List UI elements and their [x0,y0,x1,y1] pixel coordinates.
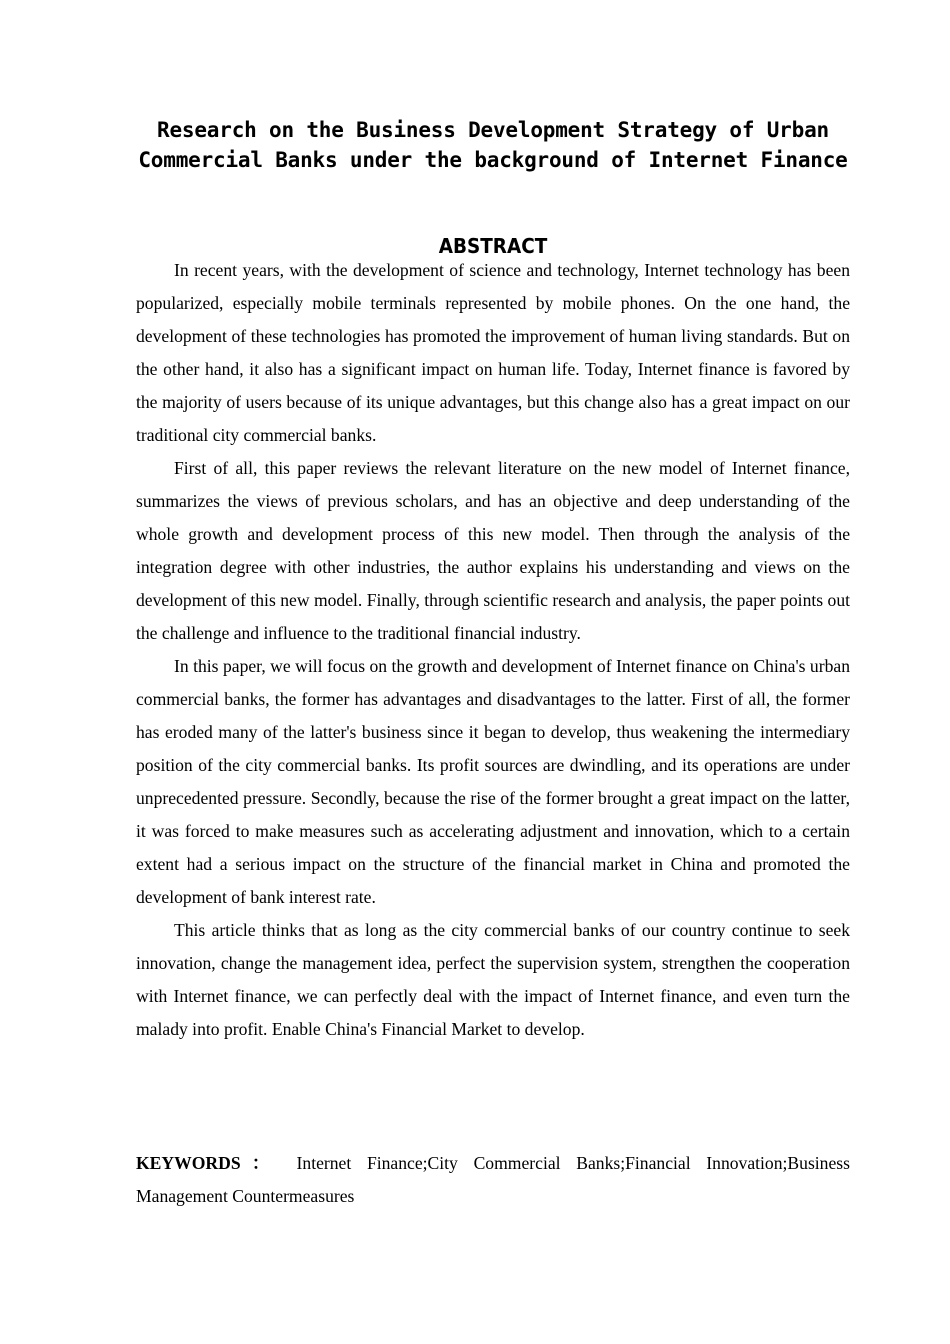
abstract-body [136,254,850,1046]
abstract-paragraph-2: First of all, this paper reviews the relevant literature on the new model of Internet finance, summarizes the views of previous scholars, and has an objective and deep understanding of the whole growth and development process of this new model. Then through the analysis of the integration degree with other industries, the author explains his understanding and views on the development of this new model. Finally, through scientific research and analysis, the paper points out the challenge and influence to the traditional financial industry. [136,458,850,643]
keywords-label: KEYWORDS： [136,1153,281,1173]
abstract-paragraph-4: This article thinks that as long as the city commercial banks of our country continue to seek innovation, change the management idea, perfect the supervision system, strengthen the cooperation with Internet finance, we can perfectly deal with the impact of Internet finance, and even turn the malady into profit. Enable China's Financial Market to develop. [136,920,850,1039]
abstract-paragraph-1: In recent years, with the development of science and technology, Internet technology has been popularized, especially mobile terminals represented by mobile phones. On the one hand, the development of these technologies has promoted the improvement of human living standards. But on the other hand, it also has a significant impact on human life. Today, Internet finance is favored by the majority of users because of its unique advantages, but this change also has a great impact on our traditional city commercial banks. [136,260,850,445]
abstract-paragraph-3: In this paper, we will focus on the growth and development of Internet finance on China's urban commercial banks, the former has advantages and disadvantages to the latter. First of all, the former has eroded many of the latter's business since it began to develop, thus weakening the intermediary position of the city commercial banks. Its profit sources are dwindling, and its operations are under unprecedented pressure. Secondly, because the rise of the former brought a great impact on the latter, it was forced to make measures such as accelerating adjustment and innovation, which to a certain extent had a serious impact on the structure of the financial market in China and promoted the development of bank interest rate. [136,656,850,907]
paper-title: Research on the Business Development Strategy of Urban Commercial Banks under the background of Internet Finance [138,118,848,172]
keywords-text: Internet Finance;City Commercial Banks;Financial Innovation;Business Management Countermeasures [136,1153,850,1206]
keywords-line [136,1147,850,1213]
abstract-heading: ABSTRACT [438,234,548,258]
